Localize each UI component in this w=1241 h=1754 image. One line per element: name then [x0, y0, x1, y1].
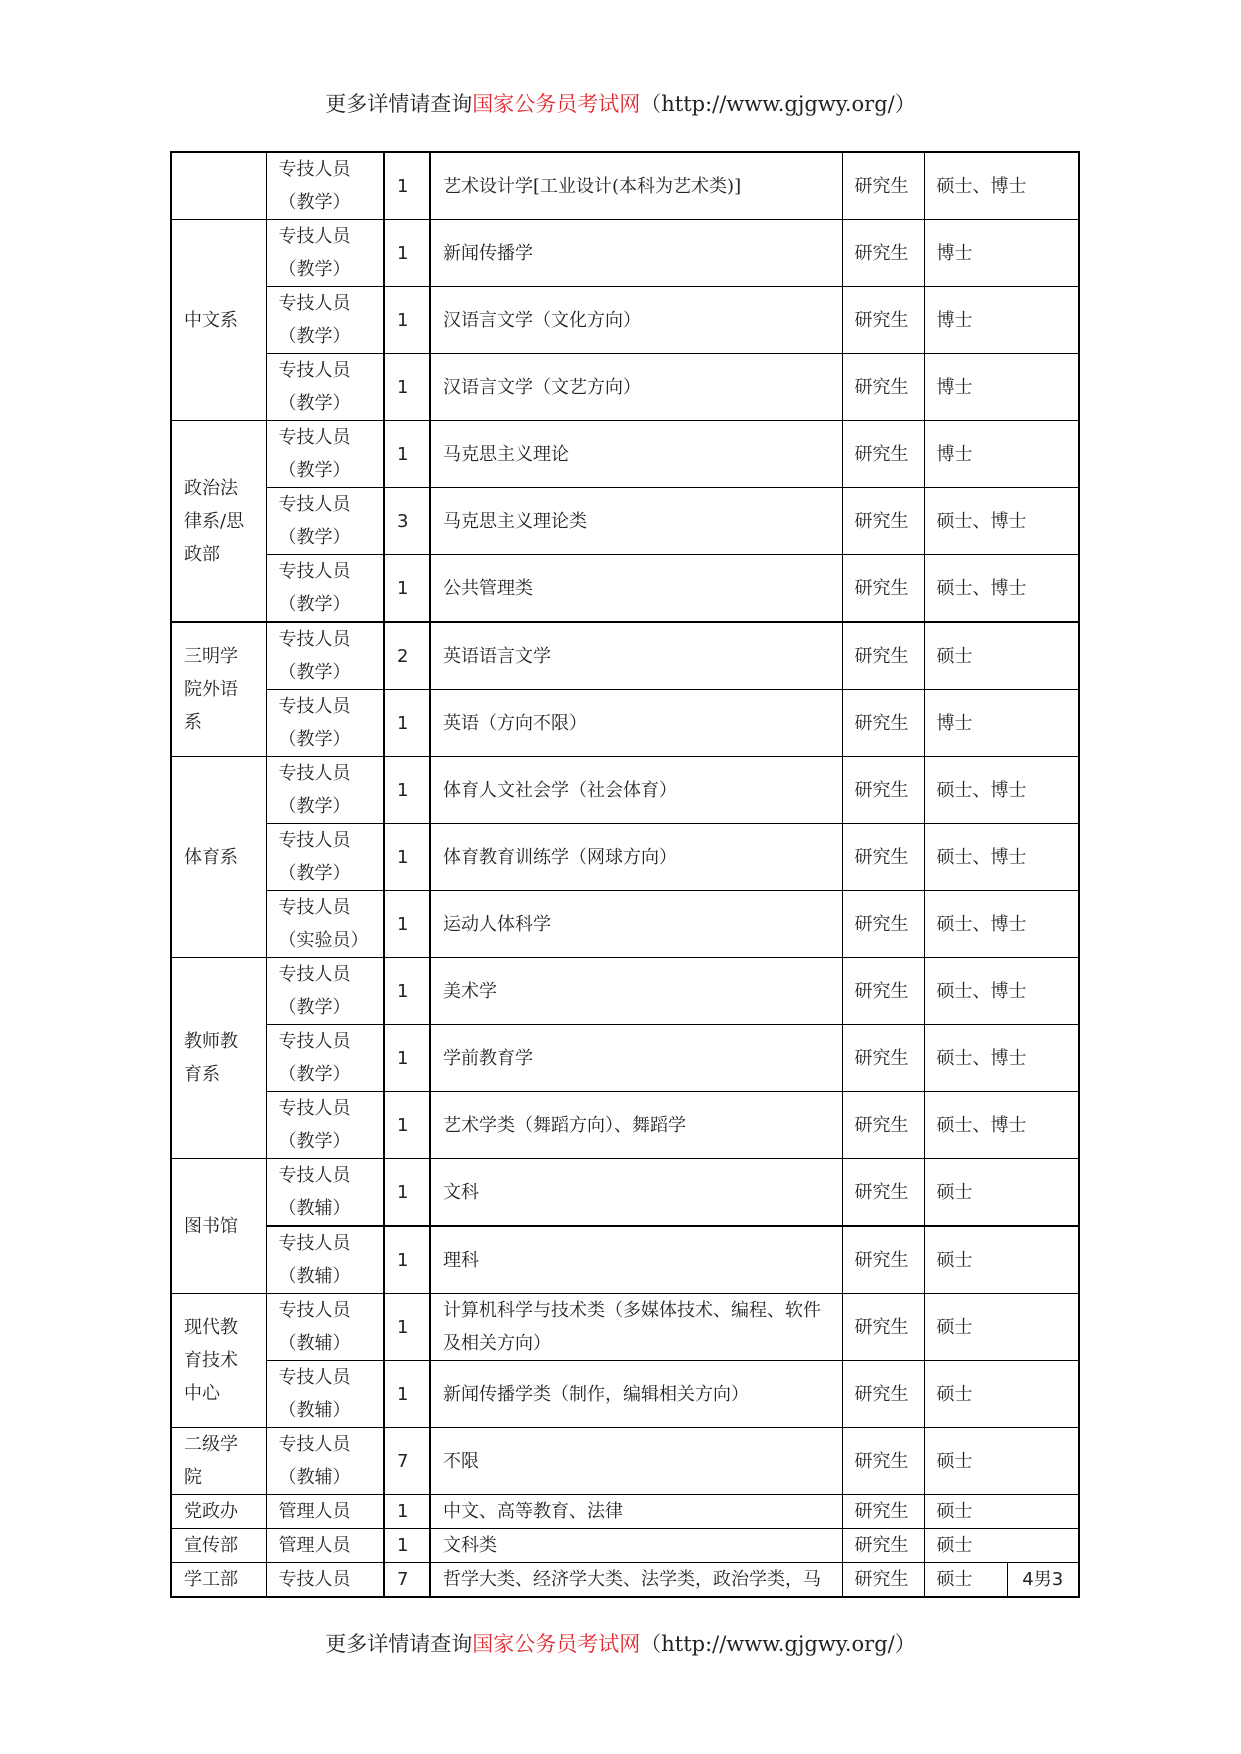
table-row	[171, 1092, 1079, 1159]
edu-cell: 研究生	[842, 1361, 924, 1428]
major-cell: 不限	[430, 1428, 842, 1495]
post-cell: 专技人员（教学）	[266, 1092, 384, 1159]
degree-cell: 博士	[924, 354, 1079, 421]
post-cell: 专技人员（教学）	[266, 152, 384, 220]
count-cell: 1	[384, 757, 430, 824]
degree-cell: 博士	[924, 690, 1079, 757]
count-cell: 1	[384, 690, 430, 757]
post-cell: 专技人员（教学）	[266, 622, 384, 690]
major-cell: 文科类	[430, 1529, 842, 1563]
major-cell: 体育教育训练学（网球方向）	[430, 824, 842, 891]
table-row	[171, 488, 1079, 555]
edu-cell: 研究生	[842, 1563, 924, 1598]
count-cell: 1	[384, 891, 430, 958]
table-row	[171, 1159, 1079, 1227]
edu-cell: 研究生	[842, 555, 924, 623]
count-cell: 7	[384, 1563, 430, 1598]
major-cell: 哲学大类、经济学大类、法学类，政治学类，马	[430, 1563, 842, 1598]
degree-cell: 硕士、博士	[924, 891, 1079, 958]
edu-cell: 研究生	[842, 958, 924, 1025]
post-cell: 专技人员（教辅）	[266, 1428, 384, 1495]
post-cell: 专技人员（教辅）	[266, 1294, 384, 1361]
count-cell: 1	[384, 1025, 430, 1092]
post-cell: 专技人员（教学）	[266, 958, 384, 1025]
table-row	[171, 1495, 1079, 1529]
count-cell: 1	[384, 354, 430, 421]
post-cell: 专技人员（教学）	[266, 690, 384, 757]
post-cell: 管理人员	[266, 1529, 384, 1563]
degree-cell: 硕士、博士	[924, 824, 1079, 891]
major-cell: 新闻传播学	[430, 220, 842, 287]
footer-site-link[interactable]: 国家公务员考试网	[472, 1632, 641, 1656]
table-row	[171, 1563, 1079, 1598]
table-row	[171, 1025, 1079, 1092]
table-row	[171, 220, 1079, 287]
count-cell: 1	[384, 1529, 430, 1563]
major-cell: 马克思主义理论	[430, 421, 842, 488]
count-cell: 1	[384, 152, 430, 220]
count-cell: 1	[384, 958, 430, 1025]
recruitment-table	[170, 151, 1080, 1598]
degree-cell: 硕士、博士	[924, 1092, 1079, 1159]
edu-cell: 研究生	[842, 1159, 924, 1227]
major-cell: 汉语言文学（文化方向）	[430, 287, 842, 354]
note-cell: 4男3	[1007, 1563, 1079, 1598]
degree-cell: 硕士、博士	[924, 1025, 1079, 1092]
header-url[interactable]: （http://www.gjgwy.org/）	[640, 92, 916, 116]
degree-cell: 硕士、博士	[924, 958, 1079, 1025]
count-cell: 1	[384, 421, 430, 488]
table-row	[171, 622, 1079, 690]
table-row	[171, 1529, 1079, 1563]
dept-cell: 宣传部	[171, 1529, 266, 1563]
major-cell: 计算机科学与技术类（多媒体技术、编程、软件及相关方向）	[430, 1294, 842, 1361]
degree-cell: 硕士	[924, 1428, 1079, 1495]
degree-cell: 博士	[924, 287, 1079, 354]
edu-cell: 研究生	[842, 152, 924, 220]
dept-cell: 现代教育技术中心	[171, 1294, 266, 1428]
table-row	[171, 1361, 1079, 1428]
count-cell: 1	[384, 1361, 430, 1428]
post-cell: 专技人员（教学）	[266, 220, 384, 287]
table-row	[171, 891, 1079, 958]
major-cell: 汉语言文学（文艺方向）	[430, 354, 842, 421]
degree-cell: 硕士	[924, 1159, 1079, 1227]
table-row	[171, 1428, 1079, 1495]
degree-cell: 硕士、博士	[924, 757, 1079, 824]
major-cell: 体育人文社会学（社会体育）	[430, 757, 842, 824]
degree-cell: 硕士	[924, 1361, 1079, 1428]
edu-cell: 研究生	[842, 824, 924, 891]
count-cell: 1	[384, 1495, 430, 1529]
edu-cell: 研究生	[842, 354, 924, 421]
post-cell: 专技人员（教学）	[266, 757, 384, 824]
edu-cell: 研究生	[842, 1428, 924, 1495]
major-cell: 英语（方向不限）	[430, 690, 842, 757]
count-cell: 1	[384, 1159, 430, 1227]
major-cell: 中文、高等教育、法律	[430, 1495, 842, 1529]
dept-cell: 二级学院	[171, 1428, 266, 1495]
dept-cell: 三明学院外语系	[171, 622, 266, 757]
edu-cell: 研究生	[842, 1294, 924, 1361]
major-cell: 美术学	[430, 958, 842, 1025]
major-cell: 学前教育学	[430, 1025, 842, 1092]
degree-cell: 博士	[924, 220, 1079, 287]
count-cell: 1	[384, 555, 430, 623]
major-cell: 新闻传播学类（制作，编辑相关方向）	[430, 1361, 842, 1428]
edu-cell: 研究生	[842, 1226, 924, 1294]
major-cell: 马克思主义理论类	[430, 488, 842, 555]
degree-cell: 硕士	[924, 1529, 1079, 1563]
degree-cell: 硕士、博士	[924, 555, 1079, 623]
table-row	[171, 287, 1079, 354]
edu-cell: 研究生	[842, 1025, 924, 1092]
post-cell: 管理人员	[266, 1495, 384, 1529]
count-cell: 7	[384, 1428, 430, 1495]
table-row	[171, 757, 1079, 824]
major-cell: 艺术学类（舞蹈方向）、舞蹈学	[430, 1092, 842, 1159]
table-row	[171, 958, 1079, 1025]
dept-cell: 教师教育系	[171, 958, 266, 1159]
count-cell: 1	[384, 1226, 430, 1294]
post-cell: 专技人员（教学）	[266, 287, 384, 354]
edu-cell: 研究生	[842, 757, 924, 824]
count-cell: 1	[384, 220, 430, 287]
post-cell: 专技人员（教学）	[266, 1025, 384, 1092]
degree-cell: 硕士	[924, 1294, 1079, 1361]
degree-cell: 硕士	[924, 622, 1079, 690]
table-row	[171, 152, 1079, 220]
table-row	[171, 1294, 1079, 1361]
post-cell: 专技人员（教学）	[266, 824, 384, 891]
major-cell: 运动人体科学	[430, 891, 842, 958]
edu-cell: 研究生	[842, 690, 924, 757]
footer-banner	[0, 1628, 1241, 1658]
degree-cell: 硕士、博士	[924, 488, 1079, 555]
major-cell: 文科	[430, 1159, 842, 1227]
count-cell: 1	[384, 824, 430, 891]
post-cell: 专技人员（实验员）	[266, 891, 384, 958]
dept-cell: 中文系	[171, 220, 266, 421]
post-cell: 专技人员（教学）	[266, 488, 384, 555]
major-cell: 艺术设计学[工业设计(本科为艺术类)]	[430, 152, 842, 220]
degree-cell: 博士	[924, 421, 1079, 488]
major-cell: 公共管理类	[430, 555, 842, 623]
edu-cell: 研究生	[842, 1495, 924, 1529]
post-cell: 专技人员（教学）	[266, 555, 384, 623]
edu-cell: 研究生	[842, 488, 924, 555]
edu-cell: 研究生	[842, 220, 924, 287]
dept-cell: 政治法律系/思政部	[171, 421, 266, 623]
count-cell: 1	[384, 1092, 430, 1159]
table-row	[171, 690, 1079, 757]
edu-cell: 研究生	[842, 1092, 924, 1159]
footer-prefix: 更多详情请查询	[325, 1632, 473, 1656]
dept-cell: 党政办	[171, 1495, 266, 1529]
edu-cell: 研究生	[842, 1529, 924, 1563]
count-cell: 1	[384, 287, 430, 354]
header-banner	[0, 88, 1241, 118]
count-cell: 1	[384, 1294, 430, 1361]
major-cell: 理科	[430, 1226, 842, 1294]
post-cell: 专技人员（教学）	[266, 354, 384, 421]
degree-cell: 硕士、博士	[924, 152, 1079, 220]
footer-url[interactable]: （http://www.gjgwy.org/）	[640, 1632, 916, 1656]
degree-cell: 硕士	[924, 1495, 1079, 1529]
dept-cell: 学工部	[171, 1563, 266, 1598]
major-cell: 英语语言文学	[430, 622, 842, 690]
post-cell: 专技人员（教辅）	[266, 1226, 384, 1294]
edu-cell: 研究生	[842, 891, 924, 958]
table-row	[171, 354, 1079, 421]
degree-cell: 硕士	[924, 1563, 1007, 1598]
dept-cell: 体育系	[171, 757, 266, 958]
edu-cell: 研究生	[842, 287, 924, 354]
dept-cell	[171, 152, 266, 220]
post-cell: 专技人员（教辅）	[266, 1159, 384, 1227]
table-row	[171, 824, 1079, 891]
edu-cell: 研究生	[842, 421, 924, 488]
header-prefix: 更多详情请查询	[325, 92, 473, 116]
post-cell: 专技人员（教辅）	[266, 1361, 384, 1428]
table-row	[171, 421, 1079, 488]
table-row	[171, 1226, 1079, 1294]
header-site-link[interactable]: 国家公务员考试网	[472, 92, 641, 116]
count-cell: 3	[384, 488, 430, 555]
count-cell: 2	[384, 622, 430, 690]
post-cell: 专技人员（教学）	[266, 421, 384, 488]
degree-cell: 硕士	[924, 1226, 1079, 1294]
edu-cell: 研究生	[842, 622, 924, 690]
post-cell: 专技人员	[266, 1563, 384, 1598]
table-row	[171, 555, 1079, 623]
dept-cell: 图书馆	[171, 1159, 266, 1294]
